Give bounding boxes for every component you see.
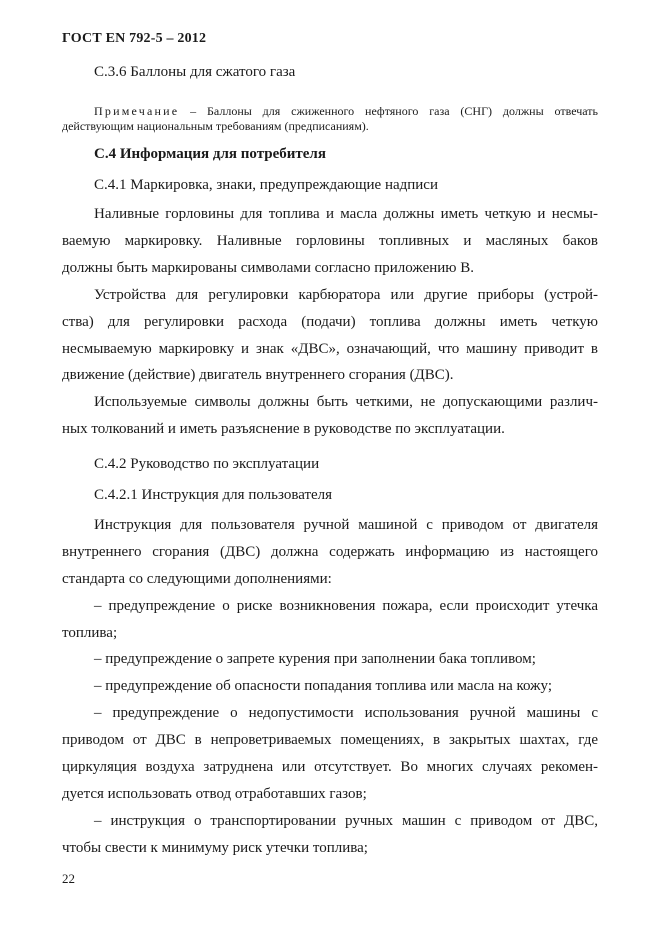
bullet-1-line-2: топлива; [62, 625, 118, 641]
bullet-2: – предупреждение о запрете курения при заполнении бака топливом; [94, 651, 536, 667]
page-number: 22 [62, 871, 75, 886]
note-text-1: – Баллоны для сжиженного нефтяного газа (СНГ) должны отвечать [179, 104, 598, 118]
bullet-4-line-3: циркуляция воздуха затруднена или отсутствует. Во многих случаях рекомен- [62, 759, 598, 775]
paragraph-2-line-3: несмываемую маркировку и знак «ДВС», означающий, что машину приводит в [62, 341, 598, 357]
paragraph-1-line-1: Наливные горловины для топлива и масла должны иметь четкую и несмы- [94, 206, 598, 222]
bullet-1-line-1: – предупреждение о риске возникновения пожара, если происходит утечка [94, 598, 598, 614]
paragraph-4-line-1: Инструкция для пользователя ручной машиной с приводом от двигателя [94, 517, 598, 533]
section-c36-heading: С.3.6 Баллоны для сжатого газа [94, 64, 296, 80]
paragraph-3-line-2: ных толкований и иметь разъяснение в руководстве по эксплуатации. [62, 421, 505, 437]
paragraph-2-line-4: движение (действие) двигатель внутреннего сгорания (ДВС). [62, 367, 454, 383]
section-c4-heading: С.4 Информация для потребителя [94, 146, 326, 162]
document-code-header: ГОСТ EN 792-5 – 2012 [62, 31, 207, 46]
note-label: Примечание [94, 104, 180, 118]
bullet-3: – предупреждение об опасности попадания топлива или масла на кожу; [94, 678, 552, 694]
bullet-4-line-2: приводом от ДВС в непроветриваемых помещениях, в закрытых шахтах, где [62, 732, 598, 748]
bullet-4-line-4: дуется использовать отвод отработавших газов; [62, 786, 367, 802]
section-c42-heading: С.4.2 Руководство по эксплуатации [94, 456, 320, 472]
section-c41-heading: С.4.1 Маркировка, знаки, предупреждающие надписи [94, 177, 438, 193]
note-line-1 [62, 103, 598, 119]
paragraph-1-line-3: должны быть маркированы символами согласно приложению В. [62, 260, 475, 276]
bullet-5-line-2: чтобы свести к минимуму риск утечки топлива; [62, 840, 368, 856]
paragraph-1-line-2: ваемую маркировку. Наливные горловины топливных и масляных баков [62, 233, 598, 249]
section-c421-heading: С.4.2.1 Инструкция для пользователя [94, 487, 333, 503]
paragraph-4-line-2: внутреннего сгорания (ДВС) должна содержать информацию из настоящего [62, 544, 598, 560]
paragraph-2-line-1: Устройства для регулировки карбюратора или другие приборы (устрой- [94, 287, 598, 303]
bullet-5-line-1: – инструкция о транспортировании ручных машин с приводом от ДВС, [94, 813, 598, 829]
paragraph-3-line-1: Используемые символы должны быть четкими, не допускающими различ- [94, 394, 598, 410]
note-line-2: действующим национальным требованиям (предписаниям). [62, 119, 369, 133]
bullet-4-line-1: – предупреждение о недопустимости использования ручной машины с [94, 705, 598, 721]
paragraph-4-line-3: стандарта со следующими дополнениями: [62, 571, 332, 587]
paragraph-2-line-2: ства) для регулировки расхода (подачи) топлива должны иметь четкую [62, 314, 598, 330]
